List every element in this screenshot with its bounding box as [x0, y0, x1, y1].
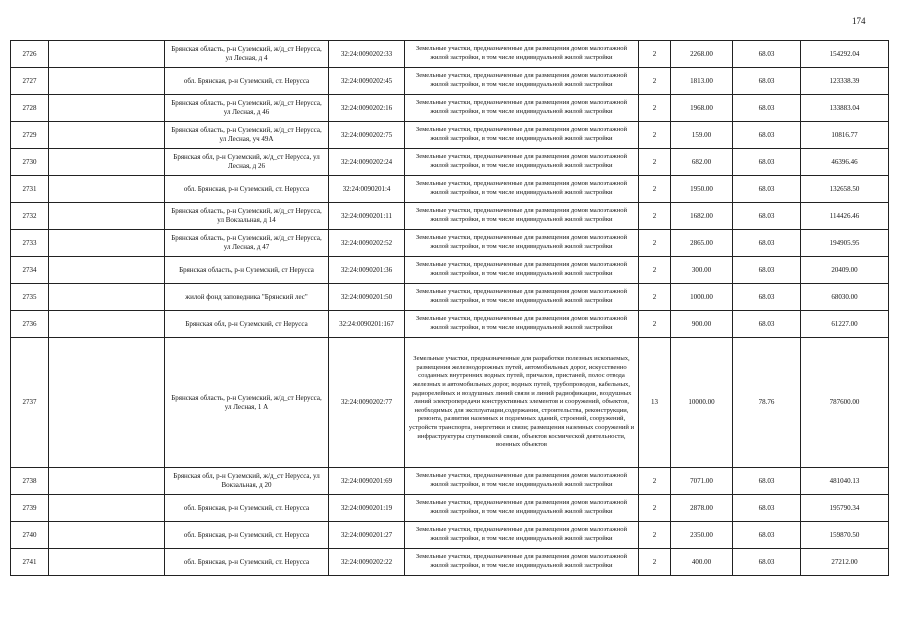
cell-specific-value: 68.03 [733, 95, 801, 122]
cell-land-use-purpose: Земельные участки, предназначенные для размещения домов малоэтажной жилой застройки, в том числе индивидуальной жилой застройки [405, 68, 639, 95]
cadastral-value-table [10, 40, 889, 576]
cell-area: 900.00 [671, 311, 733, 338]
cell-land-use-purpose: Земельные участки, предназначенные для размещения домов малоэтажной жилой застройки, в том числе индивидуальной жилой застройки [405, 41, 639, 68]
cell-use-group: 2 [639, 149, 671, 176]
cell-cadastral-value: 114426.46 [801, 203, 889, 230]
cell-row-number: 2740 [11, 522, 49, 549]
cell-use-group: 2 [639, 495, 671, 522]
cell-row-number: 2737 [11, 338, 49, 468]
cell-cadastral-number: 32:24:0090201:27 [329, 522, 405, 549]
cell-spacer [49, 122, 165, 149]
cell-specific-value: 68.03 [733, 311, 801, 338]
cell-area: 7071.00 [671, 468, 733, 495]
cell-address: Брянская обл, р-н Суземский, ж/д_ст Нерусса, ул Вокзальная, д 20 [165, 468, 329, 495]
cell-address: обл. Брянская, р-н Суземский, ст. Нерусса [165, 68, 329, 95]
cell-use-group: 2 [639, 203, 671, 230]
cell-spacer [49, 311, 165, 338]
cell-address: Брянская обл, р-н Суземский, ж/д_ст Нерусса, ул Лесная, д 26 [165, 149, 329, 176]
cell-specific-value: 68.03 [733, 495, 801, 522]
cell-use-group: 2 [639, 284, 671, 311]
cell-land-use-purpose: Земельные участки, предназначенные для размещения домов малоэтажной жилой застройки, в том числе индивидуальной жилой застройки [405, 311, 639, 338]
cell-use-group: 2 [639, 176, 671, 203]
cell-land-use-purpose: Земельные участки, предназначенные для размещения домов малоэтажной жилой застройки, в том числе индивидуальной жилой застройки [405, 468, 639, 495]
cell-use-group: 2 [639, 257, 671, 284]
table-row [11, 149, 889, 176]
cell-address: Брянская область, р-н Суземский, ж/д_ст Нерусса, ул Лесная, д 46 [165, 95, 329, 122]
cell-address: обл. Брянская, р-н Суземский, ст. Нерусса [165, 522, 329, 549]
cell-specific-value: 78.76 [733, 338, 801, 468]
cell-land-use-purpose: Земельные участки, предназначенные для разработки полезных ископаемых, размещения железнодорожных путей, автомобильных дорог, искусственно созданных внутренних водных путей, причалов, пристаней, полос отвода железных и автомобильных дорог, водных путей, трубопроводов, кабельных, радиорелейных и воздушных линий связи и линий радиофикации, воздушных линий электропередачи конструктивных элементов и сооружений, объектов, необходимых для эксплуатации,содержания, строительства, реконструкции, ремонта, развития наземных и подземных зданий, строений, сооружений, устройств транспорта, энергетики и связи; размещения наземных сооружений и инфраструктуры спутниковой связи, объектов космической деятельности, военных объектов [405, 338, 639, 468]
cell-area: 300.00 [671, 257, 733, 284]
cell-cadastral-value: 46396.46 [801, 149, 889, 176]
table-row [11, 468, 889, 495]
cell-land-use-purpose: Земельные участки, предназначенные для размещения домов малоэтажной жилой застройки, в том числе индивидуальной жилой застройки [405, 495, 639, 522]
cell-row-number: 2735 [11, 284, 49, 311]
table-row [11, 122, 889, 149]
cell-address: жилой фонд заповедника "Брянский лес" [165, 284, 329, 311]
cell-row-number: 2730 [11, 149, 49, 176]
cell-area: 1813.00 [671, 68, 733, 95]
cell-spacer [49, 149, 165, 176]
table-row [11, 549, 889, 576]
table-row [11, 230, 889, 257]
cell-cadastral-number: 32:24:0090202:77 [329, 338, 405, 468]
table-row [11, 41, 889, 68]
cell-address: обл. Брянская, р-н Суземский, ст. Нерусса [165, 176, 329, 203]
cell-cadastral-number: 32:24:0090202:75 [329, 122, 405, 149]
cell-spacer [49, 257, 165, 284]
table-row [11, 338, 889, 468]
cell-specific-value: 68.03 [733, 257, 801, 284]
cell-address: обл. Брянская, р-н Суземский, ст. Нерусса [165, 495, 329, 522]
table-row [11, 203, 889, 230]
cell-specific-value: 68.03 [733, 203, 801, 230]
cell-cadastral-value: 20409.00 [801, 257, 889, 284]
cell-area: 682.00 [671, 149, 733, 176]
cell-row-number: 2734 [11, 257, 49, 284]
cell-spacer [49, 95, 165, 122]
cell-cadastral-value: 133883.04 [801, 95, 889, 122]
cell-area: 2350.00 [671, 522, 733, 549]
cell-use-group: 2 [639, 41, 671, 68]
cell-cadastral-value: 787600.00 [801, 338, 889, 468]
cell-row-number: 2728 [11, 95, 49, 122]
cell-cadastral-number: 32:24:0090202:22 [329, 549, 405, 576]
cell-address: Брянская область, р-н Суземский, ж/д_ст Нерусса, ул Вокзальная, д 14 [165, 203, 329, 230]
table-row [11, 95, 889, 122]
cell-use-group: 2 [639, 468, 671, 495]
cell-specific-value: 68.03 [733, 230, 801, 257]
page-number: 174 [852, 16, 866, 26]
table-row [11, 257, 889, 284]
cell-spacer [49, 522, 165, 549]
cell-spacer [49, 549, 165, 576]
cell-spacer [49, 41, 165, 68]
cell-spacer [49, 284, 165, 311]
cell-specific-value: 68.03 [733, 549, 801, 576]
cell-cadastral-value: 159870.50 [801, 522, 889, 549]
cell-area: 1682.00 [671, 203, 733, 230]
cell-cadastral-number: 32:24:0090201:19 [329, 495, 405, 522]
cell-spacer [49, 338, 165, 468]
cell-cadastral-value: 154292.04 [801, 41, 889, 68]
cell-land-use-purpose: Земельные участки, предназначенные для размещения домов малоэтажной жилой застройки, в том числе индивидуальной жилой застройки [405, 549, 639, 576]
cell-land-use-purpose: Земельные участки, предназначенные для размещения домов малоэтажной жилой застройки, в том числе индивидуальной жилой застройки [405, 95, 639, 122]
cell-spacer [49, 230, 165, 257]
cell-cadastral-number: 32:24:0090202:33 [329, 41, 405, 68]
cell-use-group: 2 [639, 549, 671, 576]
cell-spacer [49, 495, 165, 522]
table-row [11, 176, 889, 203]
cell-cadastral-number: 32:24:0090202:16 [329, 95, 405, 122]
cell-address: Брянская область, р-н Суземский, ст Нерусса [165, 257, 329, 284]
cell-use-group: 2 [639, 522, 671, 549]
cell-specific-value: 68.03 [733, 41, 801, 68]
cell-use-group: 2 [639, 68, 671, 95]
cell-specific-value: 68.03 [733, 176, 801, 203]
cell-specific-value: 68.03 [733, 122, 801, 149]
cell-row-number: 2731 [11, 176, 49, 203]
cell-area: 2865.00 [671, 230, 733, 257]
cell-area: 10000.00 [671, 338, 733, 468]
cell-cadastral-number: 32:24:0090201:36 [329, 257, 405, 284]
cell-address: Брянская область, р-н Суземский, ж/д_ст Нерусса, ул Лесная, 1 А [165, 338, 329, 468]
cell-row-number: 2732 [11, 203, 49, 230]
cell-row-number: 2726 [11, 41, 49, 68]
cell-address: обл. Брянская, р-н Суземский, ст. Нерусса [165, 549, 329, 576]
table-row [11, 522, 889, 549]
cell-row-number: 2741 [11, 549, 49, 576]
table-row [11, 284, 889, 311]
cell-spacer [49, 68, 165, 95]
cell-land-use-purpose: Земельные участки, предназначенные для размещения домов малоэтажной жилой застройки, в том числе индивидуальной жилой застройки [405, 257, 639, 284]
cell-row-number: 2736 [11, 311, 49, 338]
cell-spacer [49, 203, 165, 230]
cell-specific-value: 68.03 [733, 522, 801, 549]
cell-land-use-purpose: Земельные участки, предназначенные для размещения домов малоэтажной жилой застройки, в том числе индивидуальной жилой застройки [405, 122, 639, 149]
cell-use-group: 2 [639, 311, 671, 338]
cell-cadastral-number: 32:24:0090202:24 [329, 149, 405, 176]
cell-cadastral-number: 32:24:0090201:4 [329, 176, 405, 203]
table-body [11, 41, 889, 576]
cell-spacer [49, 176, 165, 203]
cell-cadastral-value: 195790.34 [801, 495, 889, 522]
table-row [11, 311, 889, 338]
cell-address: Брянская область, р-н Суземский, ж/д_ст Нерусса, ул Лесная, уч 49А [165, 122, 329, 149]
cell-cadastral-number: 32:24:0090201:167 [329, 311, 405, 338]
cell-specific-value: 68.03 [733, 468, 801, 495]
cell-specific-value: 68.03 [733, 284, 801, 311]
cell-spacer [49, 468, 165, 495]
cell-address: Брянская обл, р-н Суземский, ст Нерусса [165, 311, 329, 338]
cell-row-number: 2729 [11, 122, 49, 149]
cell-land-use-purpose: Земельные участки, предназначенные для размещения домов малоэтажной жилой застройки, в том числе индивидуальной жилой застройки [405, 230, 639, 257]
cell-cadastral-value: 194905.95 [801, 230, 889, 257]
cell-cadastral-number: 32:24:0090202:45 [329, 68, 405, 95]
cell-area: 159.00 [671, 122, 733, 149]
cell-cadastral-number: 32:24:0090202:52 [329, 230, 405, 257]
cell-use-group: 2 [639, 95, 671, 122]
cell-cadastral-value: 61227.00 [801, 311, 889, 338]
cell-land-use-purpose: Земельные участки, предназначенные для размещения домов малоэтажной жилой застройки, в том числе индивидуальной жилой застройки [405, 203, 639, 230]
cell-land-use-purpose: Земельные участки, предназначенные для размещения домов малоэтажной жилой застройки, в том числе индивидуальной жилой застройки [405, 149, 639, 176]
cell-specific-value: 68.03 [733, 68, 801, 95]
cell-cadastral-value: 481040.13 [801, 468, 889, 495]
cell-cadastral-value: 68030.00 [801, 284, 889, 311]
table-row [11, 495, 889, 522]
cell-cadastral-number: 32:24:0090201:11 [329, 203, 405, 230]
cell-land-use-purpose: Земельные участки, предназначенные для размещения домов малоэтажной жилой застройки, в том числе индивидуальной жилой застройки [405, 284, 639, 311]
cell-specific-value: 68.03 [733, 149, 801, 176]
cell-area: 1950.00 [671, 176, 733, 203]
cell-cadastral-value: 10816.77 [801, 122, 889, 149]
cell-use-group: 13 [639, 338, 671, 468]
cell-address: Брянская область, р-н Суземский, ж/д_ст Нерусса, ул Лесная, д 4 [165, 41, 329, 68]
cell-use-group: 2 [639, 122, 671, 149]
cell-area: 1968.00 [671, 95, 733, 122]
cell-cadastral-value: 123338.39 [801, 68, 889, 95]
cell-land-use-purpose: Земельные участки, предназначенные для размещения домов малоэтажной жилой застройки, в том числе индивидуальной жилой застройки [405, 522, 639, 549]
cell-row-number: 2738 [11, 468, 49, 495]
cell-area: 1000.00 [671, 284, 733, 311]
cell-land-use-purpose: Земельные участки, предназначенные для размещения домов малоэтажной жилой застройки, в том числе индивидуальной жилой застройки [405, 176, 639, 203]
cell-row-number: 2739 [11, 495, 49, 522]
cell-row-number: 2727 [11, 68, 49, 95]
cell-row-number: 2733 [11, 230, 49, 257]
cell-address: Брянская область, р-н Суземский, ж/д_ст Нерусса, ул Лесная, д 47 [165, 230, 329, 257]
table-row [11, 68, 889, 95]
cell-area: 2268.00 [671, 41, 733, 68]
cell-cadastral-number: 32:24:0090201:69 [329, 468, 405, 495]
cell-use-group: 2 [639, 230, 671, 257]
cell-cadastral-value: 27212.00 [801, 549, 889, 576]
cell-cadastral-number: 32:24:0090201:50 [329, 284, 405, 311]
cell-area: 2878.00 [671, 495, 733, 522]
cell-area: 400.00 [671, 549, 733, 576]
cell-cadastral-value: 132658.50 [801, 176, 889, 203]
